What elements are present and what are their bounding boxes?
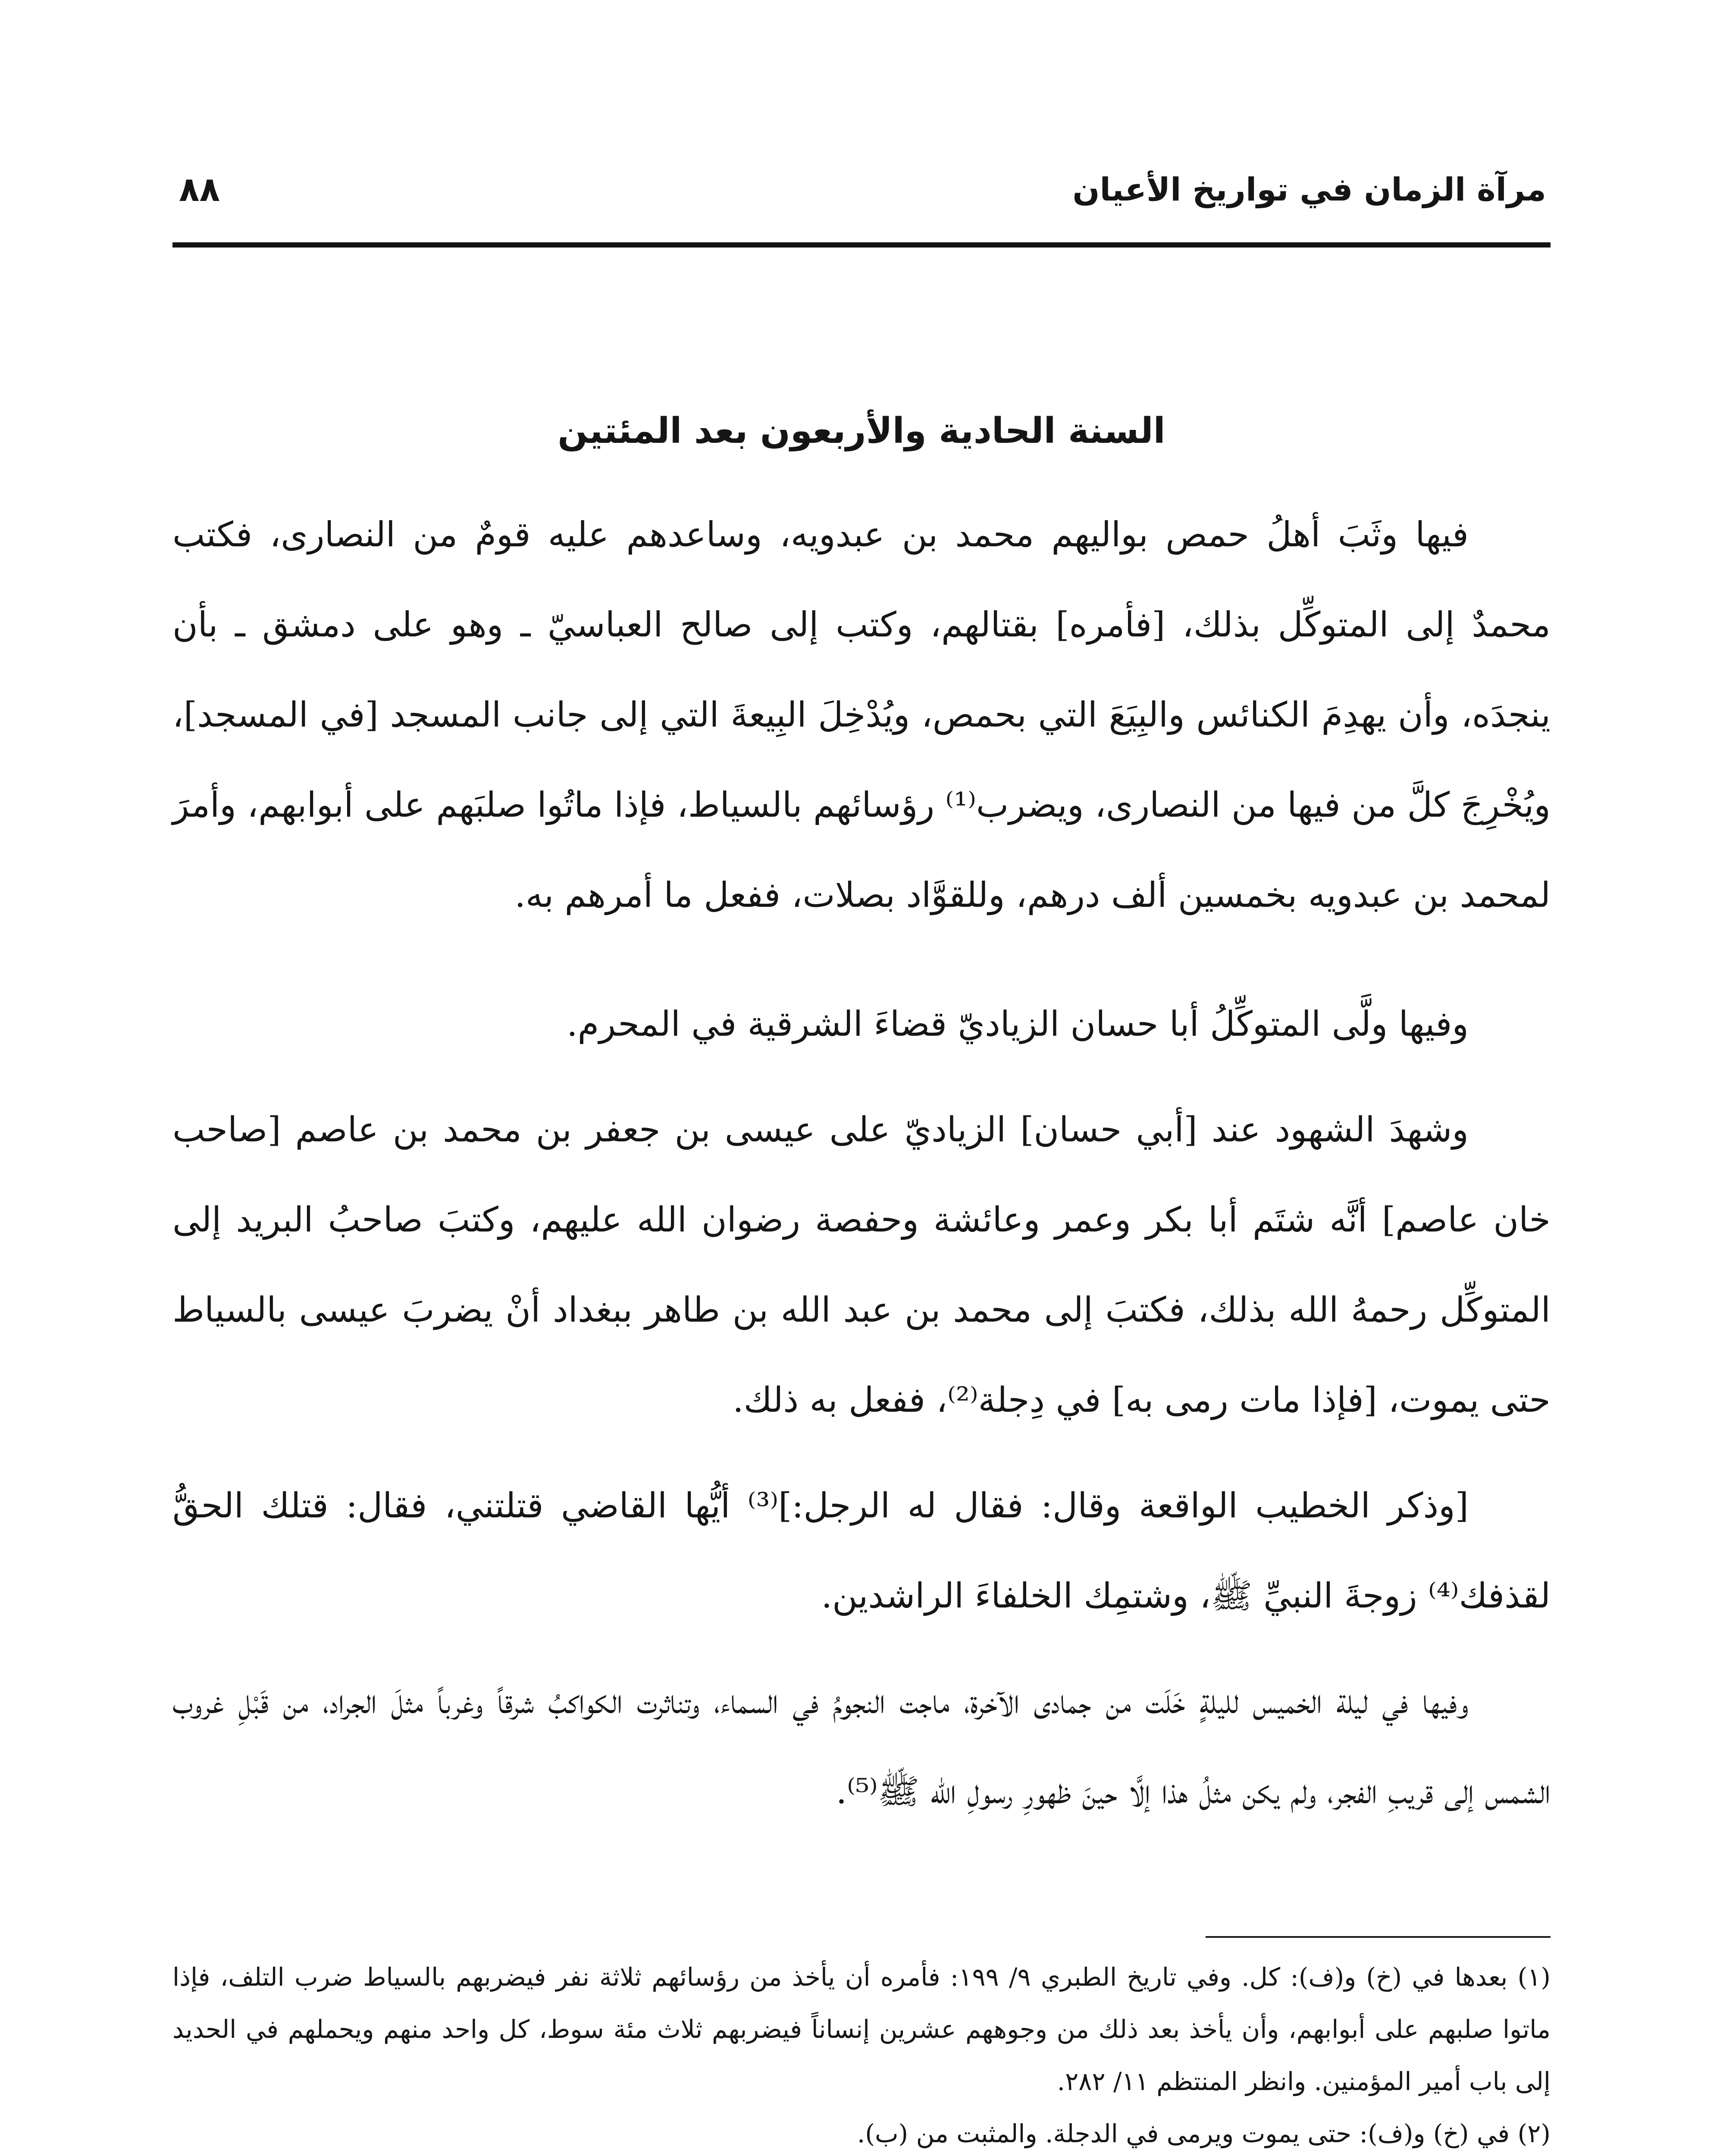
footnote-2: (٢) في (خ) و(ف): حتى يموت ويرمى في الدجلة. والمثبت من (ب). [857,2119,1551,2148]
paragraph-1: فيها وثَبَ أهلُ حمص بواليهم محمد بن عبدويه، وساعدهم عليه قومٌ من النصارى، فكتب محمدٌ إلى المتوكِّل بذلك، [فأمره] بقتالهم، وكتب إلى صالح العباسيّ ـ وهو على دمشق ـ بأن ينجدَه، وأن يهدِمَ الكنائس والبِيَعَ التي بحمص، ويُدْخِلَ البِيعةَ التي إلى جانب المسجد [في المسجد]، ويُخْرِجَ كلَّ من فيها من النصارى، ويضرب⁽¹⁾ رؤسائهم بالسياط، فإذا ماتُوا صلبَهم على أبوابهم، وأمرَ لمحمد بن عبدويه بخمسين ألف درهم، وللقوَّاد بصلات، ففعل ما أمرهم به. [172,514,1551,915]
running-header-title: مرآة الزمان في تواريخ الأعيان [1072,171,1546,208]
paragraph-2: وفيها ولَّى المتوكِّلُ أبا حسان الزياديّ قضاءَ الشرقية في المحرم. [567,1004,1469,1044]
paragraph-4: [وذكر الخطيب الواقعة وقال: فقال له الرجل:]⁽³⁾ أيُّها القاضي قتلتني، فقال: قتلك الحقُّ لقذفك⁽⁴⁾ زوجةَ النبيِّ ﷺ، وشتمِك الخلفاءَ الراشدين. [172,1485,1551,1616]
section-heading: السنة الحادية والأربعون بعد المئتين [558,411,1165,451]
footnote-1: (١) بعدها في (خ) و(ف): كل. وفي تاريخ الطبري ٩/ ١٩٩: فأمره أن يأخذ من رؤسائهم ثلاثة نفر فيضربهم بالسياط ضرب التلف، فإذا ماتوا صلبهم على أبوابهم، وأن يأخذ بعد ذلك من وجوههم عشرين إنساناً فيضربهم ثلاث مئة سوط، كل واحد منهم ويحملهم في الحديد إلى باب أمير المؤمنين. وانظر المنتظم ١١/ ٢٨٢. [172,1962,1551,2096]
page-number: ٨٨ [179,170,220,209]
footnote-divider [1206,1936,1551,1938]
body-text [172,489,1551,1852]
paragraph-3: وشهدَ الشهود عند [أبي حسان] الزياديّ على عيسى بن جعفر بن محمد بن عاصم [صاحب خان عاصم] أنَّه شتَم أبا بكر وعمر وعائشة وحفصة رضوان الله عليهم، وكتبَ صاحبُ البريد إلى المتوكِّل رحمهُ الله بذلك، فكتبَ إلى محمد بن عبد الله بن طاهر ببغداد أنْ يضربَ عيسى بالسياط حتى يموت، [فإذا مات رمى به] في دِجلة⁽²⁾، ففعل به ذلك. [172,1109,1551,1420]
paragraph-5: وفيها في ليلة الخميس لليلةٍ خَلَت من جمادى الآخرة، ماجت النجومُ في السماء، وتناثرت الكواكبُ شرقاً وغرباً مثلَ الجراد، من قَبْلِ غروب الشمس إلى قريبِ الفجر، ولم يكن مثلُ هذا إلَّا حينَ ظهورِ رسولِ الله ﷺ⁽⁵⁾. [172,1681,1551,1811]
footnotes [172,1951,1551,2156]
header-divider [172,242,1551,248]
